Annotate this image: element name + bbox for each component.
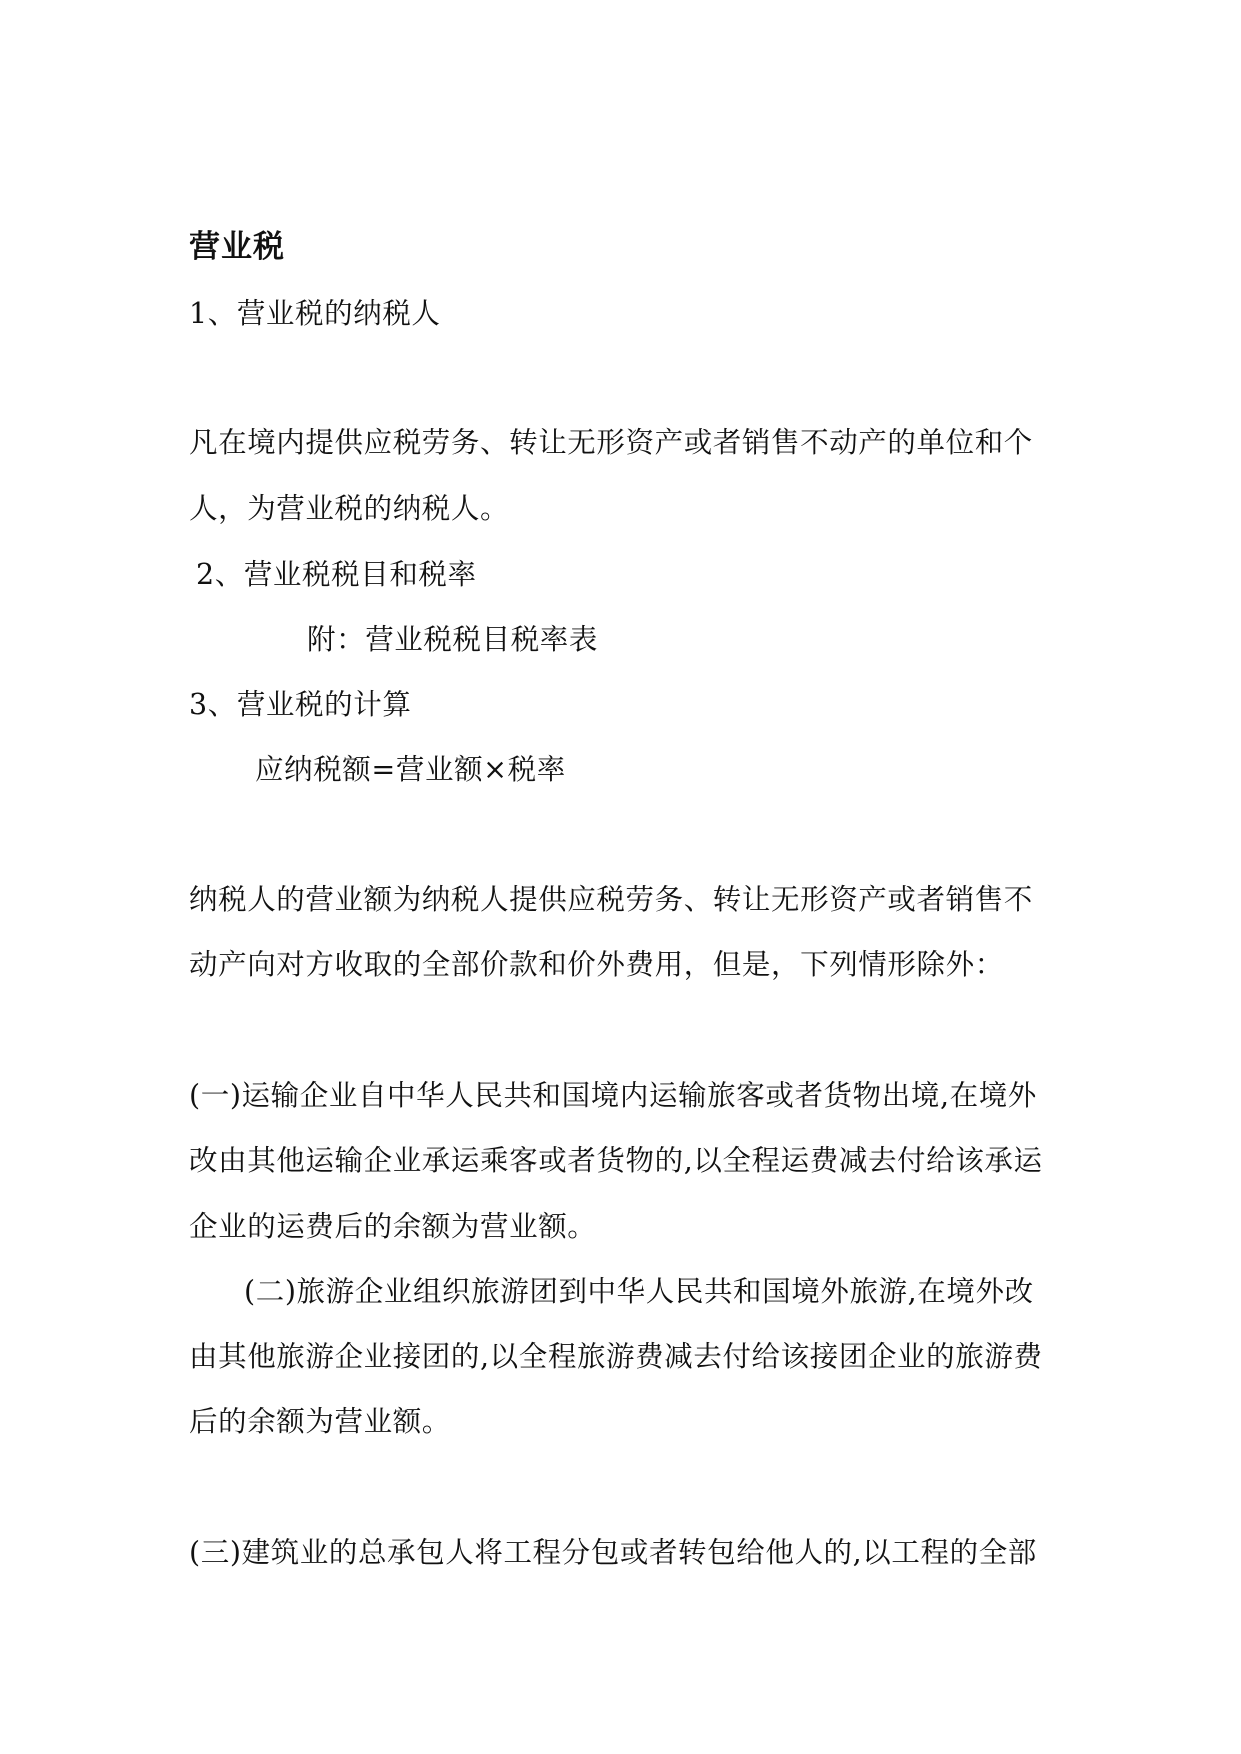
paragraph-line: 动产向对方收取的全部价款和价外费用，但是，下列情形除外： [189, 948, 1004, 981]
paragraph-line: (一)运输企业自中华人民共和国境内运输旅客或者货物出境,在境外 [189, 1079, 1037, 1112]
section-heading-items-rates: 2、营业税税目和税率 [196, 558, 477, 591]
paragraph-line: 人，为营业税的纳税人。 [189, 492, 510, 525]
paragraph-line: 凡在境内提供应税劳务、转让无形资产或者销售不动产的单位和个 [189, 426, 1033, 459]
paragraph-line: 纳税人的营业额为纳税人提供应税劳务、转让无形资产或者销售不 [189, 883, 1033, 916]
section-heading-taxpayer: 1、营业税的纳税人 [189, 297, 441, 330]
paragraph-line: 由其他旅游企业接团的,以全程旅游费减去付给该接团企业的旅游费 [189, 1340, 1043, 1373]
paragraph-line: (二)旅游企业组织旅游团到中华人民共和国境外旅游,在境外改 [244, 1275, 1034, 1308]
appendix-note: 附：营业税税目税率表 [307, 623, 599, 656]
section-heading-calculation: 3、营业税的计算 [189, 688, 412, 721]
document-title: 营业税 [189, 229, 285, 265]
paragraph-line: (三)建筑业的总承包人将工程分包或者转包给他人的,以工程的全部 [189, 1536, 1037, 1569]
paragraph-line: 后的余额为营业额。 [189, 1405, 451, 1438]
tax-formula: 应纳税额=营业额×税率 [255, 753, 566, 786]
paragraph-line: 企业的运费后的余额为营业额。 [189, 1210, 597, 1243]
paragraph-line: 改由其他运输企业承运乘客或者货物的,以全程运费减去付给该承运 [189, 1144, 1043, 1177]
